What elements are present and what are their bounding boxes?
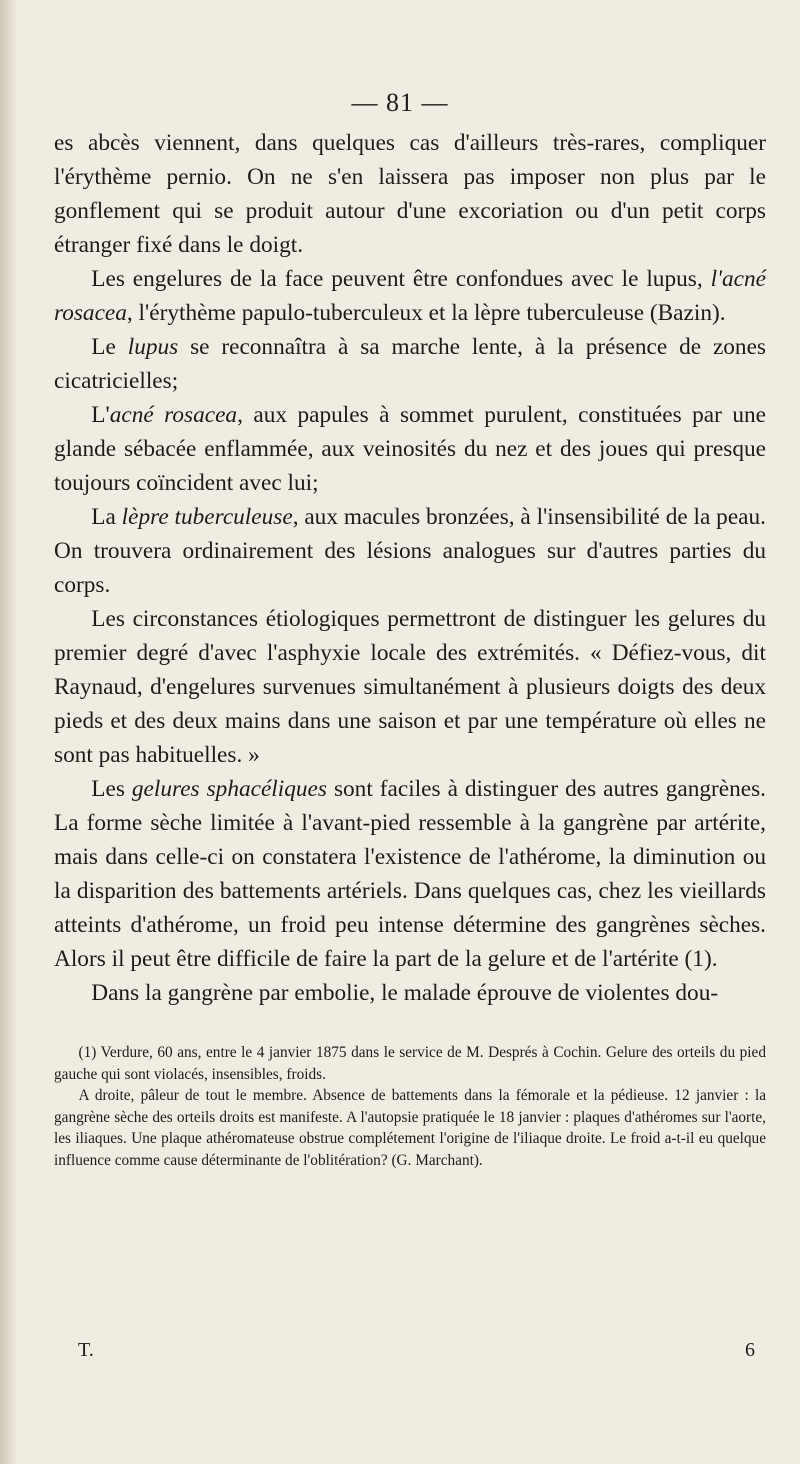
paragraph-3 [54, 330, 766, 398]
paragraph-2-text-b: , l'érythème papulo-tuberculeux et la lèpre tuberculeuse (Bazin). [126, 300, 726, 326]
footnotes [54, 1042, 766, 1171]
paragraph-3-text-a: Le [91, 334, 128, 360]
paragraph-5-text-a: La [91, 504, 122, 530]
signature-letter: T. [78, 1339, 94, 1361]
paragraph-2 [54, 262, 766, 330]
paragraph-4-italic-acne: acné rosacea [109, 402, 238, 428]
page-number: — 81 — [351, 88, 449, 117]
paragraph-6-text: Les circonstances étiologiques permettront de distinguer les gelures du premier degré d'avec l'asphyxie locale des extrémités. « Défiez-vous, dit Raynaud, d'engelures survenues simultanément à plusieurs doigts des deux pieds et des deux mains dans une saison et par une température où elles ne sont pas habituelles. » [54, 606, 766, 768]
paragraph-4-text-b: , aux papules à sommet purulent, constituées par une glande sébacée enflammée, aux veinosités du nez et des joues qui presque toujours coïncident avec lui; [54, 402, 766, 496]
paragraph-4-text-a: L' [91, 402, 110, 428]
paragraph-5-text-b: , aux macules bronzées, à l'insensibilité de la peau. On trouvera ordinairement des lésions analogues sur d'autres parties du corps. [54, 504, 766, 598]
paragraph-7-text-a: Les [91, 776, 132, 802]
paragraph-7-text-b: sont faciles à distinguer des autres gangrènes. La forme sèche limitée à l'avant-pied ressemble à la gangrène par artérite, mais dans celle-ci on constatera l'existence de l'athérome, la diminution ou la disparition des battements artériels. Dans quelques cas, chez les vieillards atteints d'athérome, un froid peu intense détermine des gangrènes sèches. Alors il peut être difficile de faire la part de la gelure et de l'artérite (1). [54, 776, 767, 972]
paragraph-1-text: es abcès viennent, dans quelques cas d'ailleurs très-rares, compliquer l'érythème pernio. On ne s'en laissera pas imposer non plus par le gonflement qui se produit autour d'une excoriation ou d'un petit corps étranger fixé dans le doigt. [54, 130, 766, 258]
paragraph-3-italic-lupus: lupus [127, 334, 179, 360]
paragraph-7-italic-gelures: gelures sphacéliques [131, 776, 327, 802]
paragraph-1 [54, 126, 766, 262]
paragraph-8-text: Dans la gangrène par embolie, le malade éprouve de violentes dou- [91, 980, 719, 1006]
paragraph-2-text-a: Les engelures de la face peuvent être confondues avec le lupus, [91, 266, 711, 292]
paragraph-6 [54, 602, 766, 772]
footnote-1-continued: A droite, pâleur de tout le membre. Absence de battements dans la fémorale et la pédieuse. 12 janvier : la gangrène sèche des orteils droits est manifeste. A l'autopsie pratiquée le 18 janvier : plaques d'athéromes sur l'aorte, les iliaques. Une plaque athéromateuse obstrue complétement l'origine de l'iliaque droite. Le froid a-t-il eu quelque influence comme cause déterminante de l'oblitération? (G. Marchant). [54, 1087, 766, 1169]
paragraph-3-text-b: se reconnaîtra à sa marche lente, à la présence de zones cicatricielles; [54, 334, 766, 394]
paragraph-4 [54, 398, 766, 500]
paragraph-8 [54, 976, 766, 1010]
body-text [54, 126, 766, 1010]
page-edge-shadow [0, 0, 18, 1464]
footnote-1: (1) Verdure, 60 ans, entre le 4 janvier 1875 dans le service de M. Després à Cochin. Gelure des orteils du pied gauche qui sont violacés, insensibles, froids. [54, 1044, 766, 1083]
paragraph-7 [54, 772, 766, 976]
paragraph-5 [54, 500, 766, 602]
paragraph-2-italic-acne: l'acné rosacea [54, 266, 766, 326]
paragraph-5-italic-lepre: lèpre tuberculeuse [121, 504, 293, 530]
signature-number: 6 [745, 1339, 755, 1361]
